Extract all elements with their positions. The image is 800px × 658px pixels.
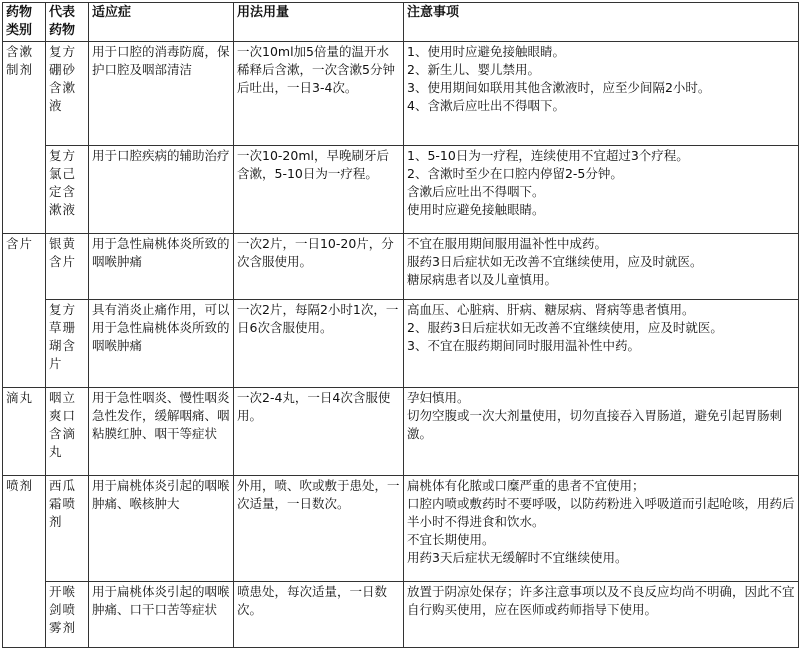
header-row (3, 3, 799, 42)
table-row (3, 388, 799, 476)
indication-cell: 具有消炎止痛作用，可以用于急性扁桃体炎所致的咽喉肿痛 (89, 300, 234, 388)
indication-cell: 用于口腔的消毒防腐，保护口腔及咽部清洁 (89, 42, 234, 146)
note-line: 放置于阴凉处保存；许多注意事项以及不良反应均尚不明确，因此不宜自行购买使用，应在医师或药师指导下使用。 (407, 584, 795, 617)
note-line: 1、使用时应避免接触眼睛。 (407, 44, 565, 59)
usage-cell: 一次2片，每隔2小时1次，一日6次含服使用。 (234, 300, 404, 388)
note-line: 使用时应避免接触眼睛。 (407, 202, 545, 217)
header-category: 药物类别 (3, 3, 46, 42)
note-line: 2、含漱时至少在口腔内停留2-5分钟。 (407, 166, 623, 181)
note-line: 切勿空腹或一次大剂量使用，切勿直接吞入胃肠道，避免引起胃肠刺激。 (407, 408, 783, 441)
note-line: 1、5-10日为一疗程，连续使用不宜超过3个疗程。 (407, 148, 689, 163)
usage-cell: 一次10-20ml，早晚刷牙后含漱，5-10日为一疗程。 (234, 146, 404, 234)
notes-cell (404, 388, 799, 476)
header-indication: 适应症 (89, 3, 234, 42)
notes-cell (404, 300, 799, 388)
note-line: 3、使用期间如联用其他含漱液时，应至少间隔2小时。 (407, 80, 711, 95)
category-cell: 含片 (3, 234, 46, 388)
note-line: 3、不宜在服药期间同时服用温补性中药。 (407, 338, 640, 353)
note-line: 用药3天后症状无缓解时不宜继续使用。 (407, 550, 628, 565)
drug-name: 开喉剑喷雾剂 (46, 582, 89, 648)
note-line: 高血压、心脏病、肝病、糖尿病、肾病等患者慎用。 (407, 302, 695, 317)
usage-cell: 一次2-4丸，一日4次含服使用。 (234, 388, 404, 476)
notes-cell (404, 476, 799, 582)
drug-name: 复方草珊瑚含片 (46, 300, 89, 388)
indication-cell: 用于急性咽炎、慢性咽炎急性发作，缓解咽痛、咽粘膜红肿、咽干等症状 (89, 388, 234, 476)
header-notes: 注意事项 (404, 3, 799, 42)
note-line: 2、服药3日后症状如无改善不宜继续使用，应及时就医。 (407, 320, 723, 335)
note-line: 4、含漱后应吐出不得咽下。 (407, 98, 565, 113)
notes-cell (404, 42, 799, 146)
drug-name: 咽立爽口含滴丸 (46, 388, 89, 476)
table-row (3, 146, 799, 234)
table-row (3, 300, 799, 388)
table-row (3, 234, 799, 300)
drug-table (2, 2, 799, 648)
header-usage: 用法用量 (234, 3, 404, 42)
usage-cell: 外用，喷、吹或敷于患处，一次适量，一日数次。 (234, 476, 404, 582)
category-cell: 喷剂 (3, 476, 46, 648)
note-line: 不宜在服用期间服用温补性中成药。 (407, 236, 608, 251)
notes-cell (404, 582, 799, 648)
category-cell: 滴丸 (3, 388, 46, 476)
usage-cell: 一次10ml加5倍量的温开水稀释后含漱，一次含漱5分钟后吐出，一日3-4次。 (234, 42, 404, 146)
note-line: 孕妇慎用。 (407, 390, 470, 405)
note-line: 不宜长期使用。 (407, 532, 495, 547)
note-line: 口腔内喷或敷药时不要呼吸，以防药粉进入呼吸道而引起呛咳，用药后半小时不得进食和饮水。 (407, 496, 795, 529)
note-line: 扁桃体有化脓或口糜严重的患者不宜使用； (407, 478, 645, 493)
indication-cell: 用于急性扁桃体炎所致的咽喉肿痛 (89, 234, 234, 300)
drug-name: 复方硼砂含漱液 (46, 42, 89, 146)
usage-cell: 一次2片，一日10-20片，分次含服使用。 (234, 234, 404, 300)
header-representative-drug: 代表药物 (46, 3, 89, 42)
indication-cell: 用于扁桃体炎引起的咽喉肿痛、口干口苦等症状 (89, 582, 234, 648)
note-line: 含漱后应吐出不得咽下。 (407, 184, 545, 199)
drug-name: 西瓜霜喷剂 (46, 476, 89, 582)
table-row (3, 476, 799, 582)
drug-name: 复方氯己定含漱液 (46, 146, 89, 234)
notes-cell (404, 234, 799, 300)
notes-cell (404, 146, 799, 234)
usage-cell: 喷患处，每次适量，一日数次。 (234, 582, 404, 648)
category-cell: 含漱制剂 (3, 42, 46, 234)
note-line: 服药3日后症状如无改善不宜继续使用，应及时就医。 (407, 254, 703, 269)
drug-name: 银黄含片 (46, 234, 89, 300)
table-row (3, 42, 799, 146)
table-row (3, 582, 799, 648)
note-line: 糖尿病患者以及儿童慎用。 (407, 272, 558, 287)
indication-cell: 用于口腔疾病的辅助治疗 (89, 146, 234, 234)
indication-cell: 用于扁桃体炎引起的咽喉肿痛、喉核肿大 (89, 476, 234, 582)
note-line: 2、新生儿、婴儿禁用。 (407, 62, 540, 77)
